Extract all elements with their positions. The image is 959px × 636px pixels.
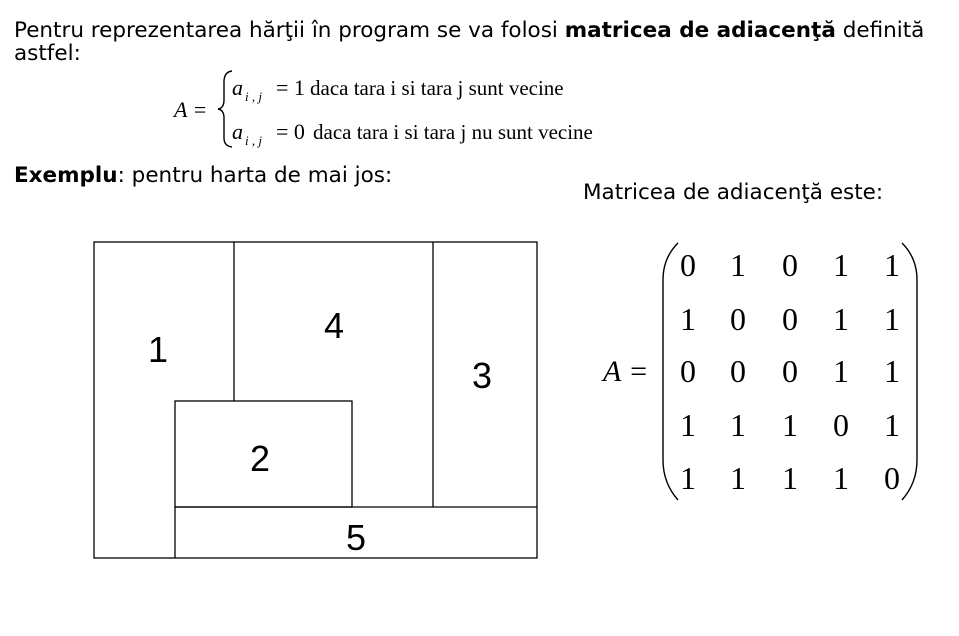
case1-eq: = 1	[276, 75, 305, 100]
matrix-cell-r4-c5: 1	[884, 407, 900, 443]
matrix-lhs: A =	[603, 355, 649, 388]
case2-var: a	[232, 119, 243, 144]
case2-text: daca tara i si tara j nu sunt vecine	[313, 120, 593, 144]
matrix-cell-r2-c3: 0	[782, 301, 798, 337]
matrix-right-paren	[902, 243, 917, 500]
example-label-bold: Exemplu	[14, 163, 118, 188]
matrix-cell-r1-c3: 0	[782, 247, 798, 283]
definition-lhs: A =	[174, 97, 208, 122]
matrix-cell-r3-c2: 0	[730, 353, 746, 389]
matrix-cell-r2-c5: 1	[884, 301, 900, 337]
case1-sub: i , j	[245, 89, 262, 104]
intro-text-after: definită	[835, 18, 925, 43]
matrix-cell-r5-c2: 1	[730, 460, 746, 496]
matrix-cell-r4-c3: 1	[782, 407, 798, 443]
intro-text-bold: matricea de adiacenţă	[564, 18, 836, 43]
matrix-cell-r5-c4: 1	[833, 460, 849, 496]
matrix-cell-r4-c2: 1	[730, 407, 746, 443]
matrix-cell-r1-c4: 1	[833, 247, 849, 283]
matrix-cell-r3-c5: 1	[884, 353, 900, 389]
matrix-cell-r4-c4: 0	[833, 407, 849, 443]
map-region-1-label: 1	[148, 329, 169, 370]
matrix-cell-r2-c1: 1	[680, 301, 696, 337]
case2-sub: i , j	[245, 133, 262, 148]
matrix-cell-r3-c4: 1	[833, 353, 849, 389]
map-region-3-label: 3	[472, 355, 493, 396]
matrix-cell-r5-c3: 1	[782, 460, 798, 496]
matrix-cell-r4-c1: 1	[680, 407, 696, 443]
map-region-5-label: 5	[346, 517, 367, 558]
intro-text-before: Pentru reprezentarea hărţii în program se va folosi	[14, 18, 565, 43]
matrix-left-paren	[663, 243, 678, 500]
case1-var: a	[232, 75, 243, 100]
matrix-cell-r2-c2: 0	[730, 301, 746, 337]
matrix-cell-r2-c4: 1	[833, 301, 849, 337]
case1-text: daca tara i si tara j sunt vecine	[310, 76, 564, 100]
matrix-cell-r1-c5: 1	[884, 247, 900, 283]
matrix-cell-r5-c1: 1	[680, 460, 696, 496]
case2-eq: = 0	[276, 119, 305, 144]
map-region-2-label: 2	[250, 438, 271, 479]
example-label-rest: : pentru harta de mai jos:	[117, 163, 393, 188]
matrix-cell-r3-c1: 0	[680, 353, 696, 389]
matrix-caption: Matricea de adiacenţă este:	[583, 180, 884, 205]
matrix-cell-r1-c2: 1	[730, 247, 746, 283]
matrix-cell-r1-c1: 0	[680, 247, 696, 283]
matrix-cell-r5-c5: 0	[884, 460, 900, 496]
intro-line-2: astfel:	[14, 41, 81, 66]
matrix-cell-r3-c3: 0	[782, 353, 798, 389]
map-region-4-label: 4	[324, 305, 345, 346]
